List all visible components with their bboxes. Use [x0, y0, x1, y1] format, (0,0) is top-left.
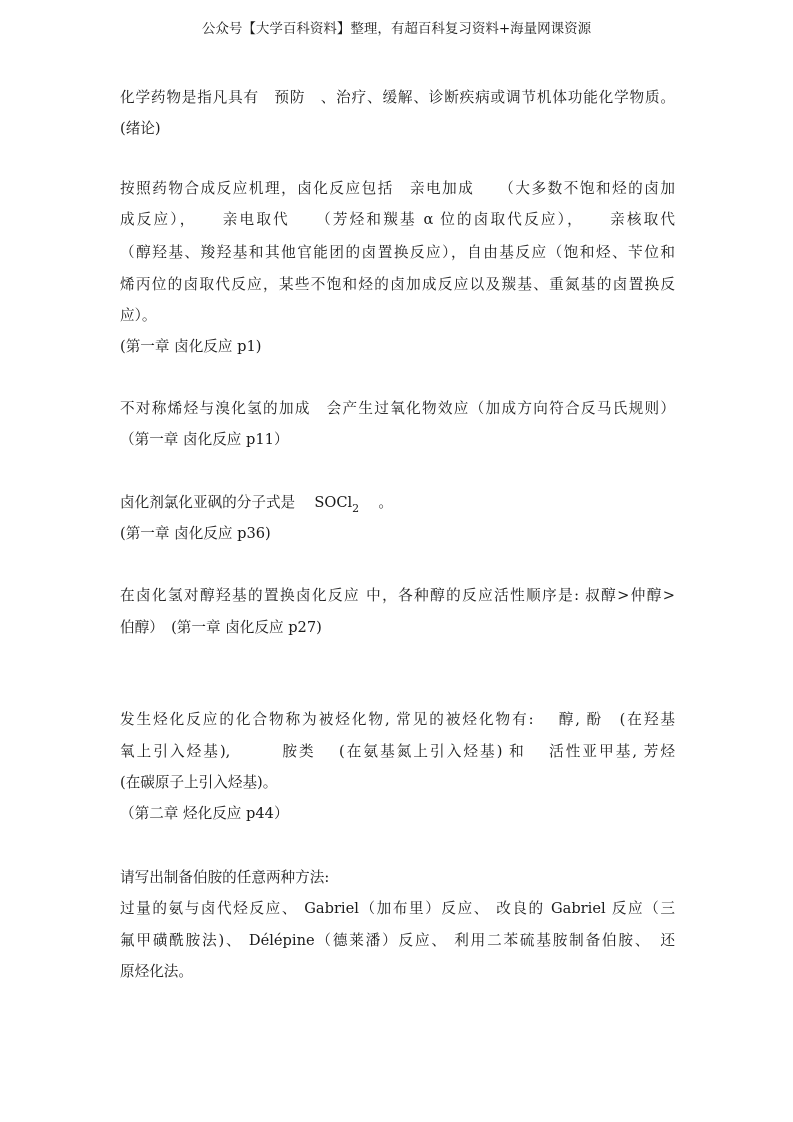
text-line: (绪论) [120, 120, 161, 137]
text-line: 化学药物是指凡具有 预防 、治疗、缓解、诊断疾病或调节机体功能化学物质。 [120, 89, 675, 106]
formula-prefix: 卤化剂氯化亚砜的分子式是 SOCl [120, 494, 353, 511]
text-line: (第一章 卤化反应 p36) [120, 525, 271, 542]
text-line [120, 493, 675, 519]
text-line: 成反应）， 亲电取代 （芳烃和羰基 α 位的卤取代反应）， 亲核取代 [120, 211, 675, 228]
text-line: 氧上引入烃基), 胺类 (在氨基氮上引入烃基) 和 活性亚甲基, 芳烃 [120, 743, 675, 760]
text-line: 发生烃化反应的化合物称为被烃化物, 常见的被烃化物有: 醇, 酚 (在羟基 [120, 711, 675, 728]
page-header: 公众号【大学百科资料】整理，有超百科复习资料+海量网课资源 [201, 21, 592, 37]
text-line: 原烃化法。 [120, 963, 193, 980]
text-line: (在碳原子上引入烃基)。 [120, 774, 278, 791]
text-line: 在卤化氢对醇羟基的置换卤化反应 中，各种醇的反应活性顺序是: 叔醇>仲醇> [120, 587, 675, 604]
text-line: （醇羟基、羧羟基和其他官能团的卤置换反应），自由基反应（饱和烃、苄位和 [120, 244, 675, 261]
text-line: 烯丙位的卤取代反应，某些不饱和烃的卤加成反应以及羰基、重氮基的卤置换反 [120, 276, 675, 293]
text-line: （第二章 烃化反应 p44） [120, 805, 289, 822]
text-line: 不对称烯烃与溴化氢的加成 会产生过氧化物效应（加成方向符合反马氏规则） [120, 400, 675, 417]
text-line: (第一章 卤化反应 p1) [120, 338, 262, 355]
text-line: 过量的氨与卤代烃反应、 Gabriel（加布里）反应、 改良的 Gabriel 反应（三 [120, 900, 675, 917]
text-line: 应）。 [120, 307, 157, 324]
text-line: 请写出制备伯胺的任意两种方法: [120, 869, 330, 886]
text-line: （第一章 卤化反应 p11） [120, 431, 289, 448]
formula-subscript: 2 [352, 502, 360, 515]
text-line: 伯醇） (第一章 卤化反应 p27) [120, 619, 322, 636]
text-line: 氟甲磺酰胺法)、 Délépine（德莱潘）反应、 利用二苯硫基胺制备伯胺、 还 [120, 932, 675, 949]
text-line: 按照药物合成反应机理，卤化反应包括 亲电加成 （大多数不饱和烃的卤加 [120, 180, 675, 197]
formula-suffix: 。 [359, 494, 393, 511]
